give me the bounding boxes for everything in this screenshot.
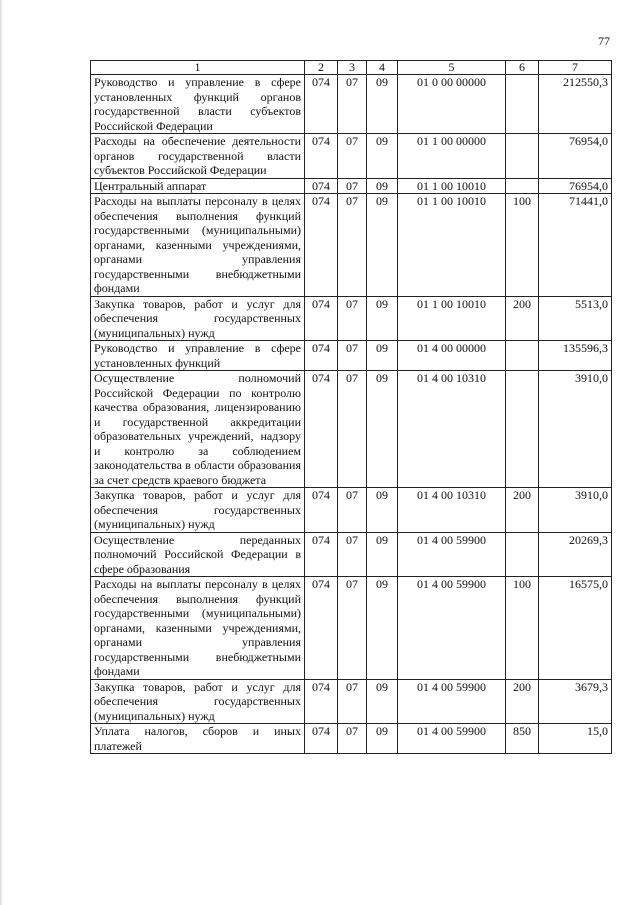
cell-amount: 3910,0	[539, 488, 612, 533]
cell-name: Расходы на обеспечение деятельности органов государственной власти субъектов Российской Федерации	[91, 134, 305, 179]
cell-admin-code: 074	[305, 75, 338, 134]
cell-admin-code: 074	[305, 296, 338, 341]
cell-section: 07	[338, 577, 367, 680]
cell-name: Уплата налогов, сборов и иных платежей	[91, 724, 305, 754]
cell-expense-type: 200	[506, 296, 539, 341]
cell-target-article: 01 0 00 00000	[398, 75, 506, 134]
cell-name: Закупка товаров, работ и услуг для обеспечения государственных (муниципальных) нужд	[91, 488, 305, 533]
cell-expense-type	[506, 75, 539, 134]
cell-target-article: 01 4 00 59900	[398, 679, 506, 724]
cell-expense-type	[506, 134, 539, 179]
header-col-1: 1	[91, 61, 305, 75]
cell-expense-type: 200	[506, 679, 539, 724]
cell-admin-code: 074	[305, 178, 338, 194]
cell-section: 07	[338, 724, 367, 754]
cell-section: 07	[338, 75, 367, 134]
cell-amount: 212550,3	[539, 75, 612, 134]
cell-section: 07	[338, 296, 367, 341]
cell-admin-code: 074	[305, 488, 338, 533]
header-col-2: 2	[305, 61, 338, 75]
cell-expense-type	[506, 341, 539, 371]
table-row	[91, 194, 612, 297]
cell-subsection: 09	[367, 724, 398, 754]
cell-section: 07	[338, 679, 367, 724]
cell-target-article: 01 4 00 59900	[398, 532, 506, 577]
cell-name: Расходы на выплаты персоналу в целях обеспечения выполнения функций государственными (муниципальными) органами, казенными учреждениями, органами управления государственными внебюджетными фондами	[91, 194, 305, 297]
cell-subsection: 09	[367, 532, 398, 577]
cell-subsection: 09	[367, 488, 398, 533]
table-row	[91, 75, 612, 134]
cell-subsection: 09	[367, 371, 398, 488]
cell-name: Руководство и управление в сфере установленных функций органов государственной власти субъектов Российской Федерации	[91, 75, 305, 134]
cell-amount: 15,0	[539, 724, 612, 754]
cell-admin-code: 074	[305, 679, 338, 724]
header-col-7: 7	[539, 61, 612, 75]
cell-subsection: 09	[367, 178, 398, 194]
cell-target-article: 01 4 00 59900	[398, 724, 506, 754]
cell-amount: 135596,3	[539, 341, 612, 371]
table-row	[91, 134, 612, 179]
cell-name: Закупка товаров, работ и услуг для обеспечения государственных (муниципальных) нужд	[91, 296, 305, 341]
table-row	[91, 679, 612, 724]
table-row	[91, 724, 612, 754]
cell-section: 07	[338, 532, 367, 577]
cell-subsection: 09	[367, 679, 398, 724]
header-col-6: 6	[506, 61, 539, 75]
cell-amount: 3910,0	[539, 371, 612, 488]
page-number: 77	[598, 34, 610, 48]
table-row	[91, 296, 612, 341]
cell-subsection: 09	[367, 194, 398, 297]
cell-section: 07	[338, 194, 367, 297]
header-col-4: 4	[367, 61, 398, 75]
cell-amount: 20269,3	[539, 532, 612, 577]
header-row	[91, 61, 612, 75]
table-row	[91, 532, 612, 577]
cell-section: 07	[338, 341, 367, 371]
cell-subsection: 09	[367, 134, 398, 179]
cell-target-article: 01 1 00 00000	[398, 134, 506, 179]
cell-expense-type	[506, 178, 539, 194]
cell-target-article: 01 4 00 00000	[398, 341, 506, 371]
cell-admin-code: 074	[305, 134, 338, 179]
cell-expense-type: 200	[506, 488, 539, 533]
cell-amount: 5513,0	[539, 296, 612, 341]
budget-table	[90, 60, 612, 754]
cell-target-article: 01 4 00 10310	[398, 488, 506, 533]
cell-section: 07	[338, 134, 367, 179]
cell-subsection: 09	[367, 577, 398, 680]
cell-admin-code: 074	[305, 371, 338, 488]
cell-name: Осуществление переданных полномочий Российской Федерации в сфере образования	[91, 532, 305, 577]
cell-name: Центральный аппарат	[91, 178, 305, 194]
cell-amount: 71441,0	[539, 194, 612, 297]
header-col-5: 5	[398, 61, 506, 75]
cell-admin-code: 074	[305, 724, 338, 754]
table-row	[91, 341, 612, 371]
cell-section: 07	[338, 371, 367, 488]
header-col-3: 3	[338, 61, 367, 75]
cell-amount: 16575,0	[539, 577, 612, 680]
cell-expense-type: 100	[506, 577, 539, 680]
cell-admin-code: 074	[305, 194, 338, 297]
cell-admin-code: 074	[305, 532, 338, 577]
cell-subsection: 09	[367, 341, 398, 371]
cell-target-article: 01 1 00 10010	[398, 194, 506, 297]
cell-amount: 76954,0	[539, 178, 612, 194]
cell-target-article: 01 1 00 10010	[398, 296, 506, 341]
cell-name: Осуществление полномочий Российской Федерации по контролю качества образования, лицензированию и государственной аккредитации образовательных учреждений, надзору и контролю за соблюдением законодательства в области образования за счет средств краевого бюджета	[91, 371, 305, 488]
table-row	[91, 488, 612, 533]
table-row	[91, 371, 612, 488]
scan-edge	[0, 0, 3, 905]
cell-target-article: 01 1 00 10010	[398, 178, 506, 194]
cell-expense-type: 850	[506, 724, 539, 754]
cell-target-article: 01 4 00 59900	[398, 577, 506, 680]
cell-expense-type: 100	[506, 194, 539, 297]
cell-section: 07	[338, 178, 367, 194]
cell-name: Руководство и управление в сфере установленных функций	[91, 341, 305, 371]
cell-admin-code: 074	[305, 341, 338, 371]
cell-target-article: 01 4 00 10310	[398, 371, 506, 488]
cell-name: Закупка товаров, работ и услуг для обеспечения государственных (муниципальных) нужд	[91, 679, 305, 724]
cell-amount: 3679,3	[539, 679, 612, 724]
cell-expense-type	[506, 532, 539, 577]
table-row	[91, 178, 612, 194]
cell-expense-type	[506, 371, 539, 488]
table-body	[91, 75, 612, 754]
table-row	[91, 577, 612, 680]
cell-amount: 76954,0	[539, 134, 612, 179]
cell-admin-code: 074	[305, 577, 338, 680]
cell-section: 07	[338, 488, 367, 533]
cell-subsection: 09	[367, 75, 398, 134]
cell-subsection: 09	[367, 296, 398, 341]
cell-name: Расходы на выплаты персоналу в целях обеспечения выполнения функций государственными (муниципальными) органами, казенными учреждениями, органами управления государственными внебюджетными фондами	[91, 577, 305, 680]
